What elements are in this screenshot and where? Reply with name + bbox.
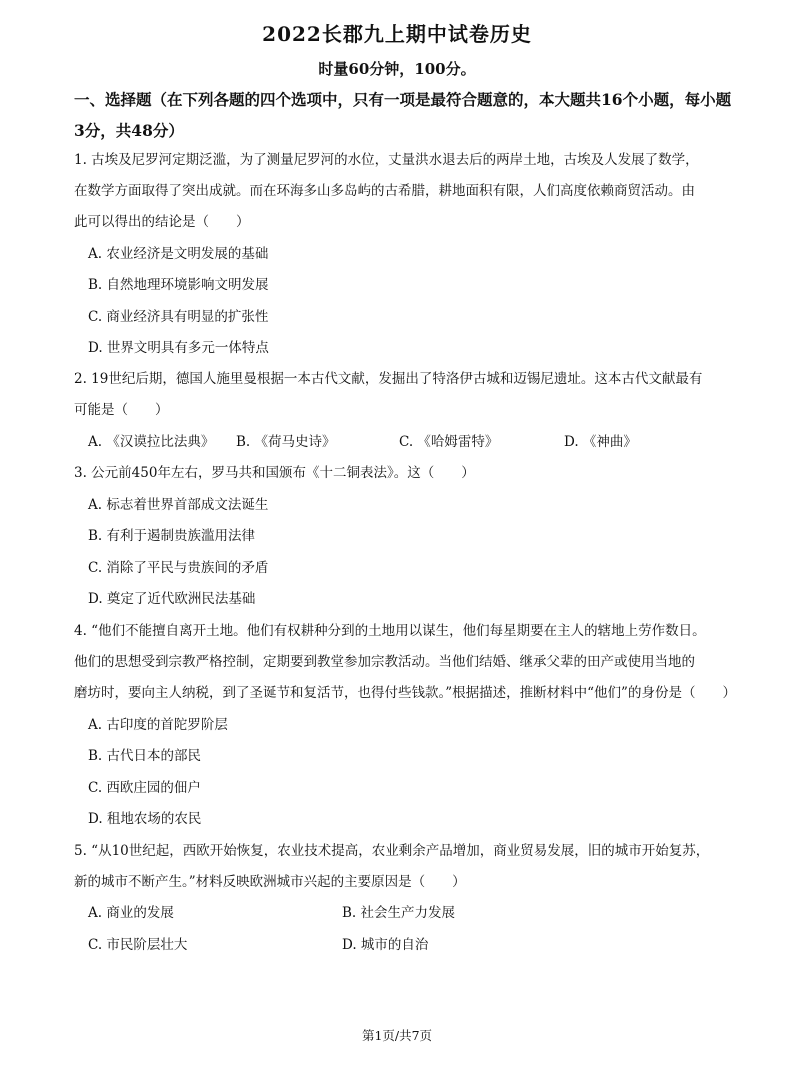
question-1-line-2: 在数学方面取得了突出成就。而在环海多山多岛屿的古希腊，耕地面积有限，人们高度依赖商贸活动。由 [74,183,695,199]
question-2-option-c: C. 《哈姆雷特》 [399,434,499,450]
question-2-option-a: A. 《汉谟拉比法典》 [88,434,215,450]
question-4-line-2: 他们的思想受到宗教严格控制，定期要到教堂参加宗教活动。当他们结婚、继承父辈的田产或使用当地的 [74,654,695,670]
question-5-option-a: A. 商业的发展 [88,905,174,921]
section-heading: 一、选择题（在下列各题的四个选项中，只有一项是最符合题意的，本大题共16个小题，每小题3分，共48分） [74,90,732,140]
question-1-line-3: 此可以得出的结论是（ ） [74,214,250,230]
question-3-option-c: C. 消除了平民与贵族间的矛盾 [88,560,269,576]
question-5-option-b: B. 社会生产力发展 [342,905,456,921]
question-3-line-1: 3. 公元前450年左右，罗马共和国颁布《十二铜表法》。这（ ） [74,465,475,481]
question-5-option-c: C. 市民阶层壮大 [88,937,188,953]
page-number: 第1页/共7页 [361,1028,433,1043]
question-3-option-b: B. 有利于遏制贵族滥用法律 [88,528,256,544]
question-5-line-1: 5. “从10世纪起，西欧开始恢复，农业技术提高，农业剩余产品增加，商业贸易发展，旧的城市开始复苏， [74,843,710,859]
question-2-option-d: D. 《神曲》 [564,434,637,450]
question-1-option-b: B. 自然地理环境影响文明发展 [88,277,269,293]
question-4-option-a: A. 古印度的首陀罗阶层 [88,717,228,733]
question-1-option-c: C. 商业经济具有明显的扩张性 [88,309,269,325]
question-5-option-d: D. 城市的自治 [342,937,429,953]
question-2-line-2: 可能是（ ） [74,402,169,418]
question-1-option-d: D. 世界文明具有多元一体特点 [88,340,269,356]
question-4-line-1: 4. “他们不能擅自离开土地。他们有权耕种分到的土地用以谋生，他们每星期要在主人的辖地上劳作数日。 [74,623,706,639]
question-2-option-b: B. 《荷马史诗》 [236,434,336,450]
question-4-option-b: B. 古代日本的部民 [88,748,202,764]
question-3-option-a: A. 标志着世界首部成文法诞生 [88,497,269,513]
question-1-line-1: 1. 古埃及尼罗河定期泛滥，为了测量尼罗河的水位，丈量洪水退去后的两岸土地，古埃及人发展了数学， [74,152,699,168]
page-title: 2022长郡九上期中试卷历史 [262,22,532,46]
exam-time-score: 时量60分钟，100分。 [318,60,476,78]
question-2-line-1: 2. 19世纪后期，德国人施里曼根据一本古代文献，发掘出了特洛伊古城和迈锡尼遗址。这本古代文献最有 [74,371,703,387]
question-4-option-d: D. 租地农场的农民 [88,811,202,827]
question-5-line-2: 新的城市不断产生。”材料反映欧洲城市兴起的主要原因是（ ） [74,874,466,890]
question-4-line-3: 磨坊时，要向主人纳税，到了圣诞节和复活节，也得付些钱款。”根据描述，推断材料中“他们”的身份是（ ） [74,685,736,701]
question-3-option-d: D. 奠定了近代欧洲民法基础 [88,591,256,607]
question-1-option-a: A. 农业经济是文明发展的基础 [88,246,269,262]
question-4-option-c: C. 西欧庄园的佃户 [88,780,201,796]
